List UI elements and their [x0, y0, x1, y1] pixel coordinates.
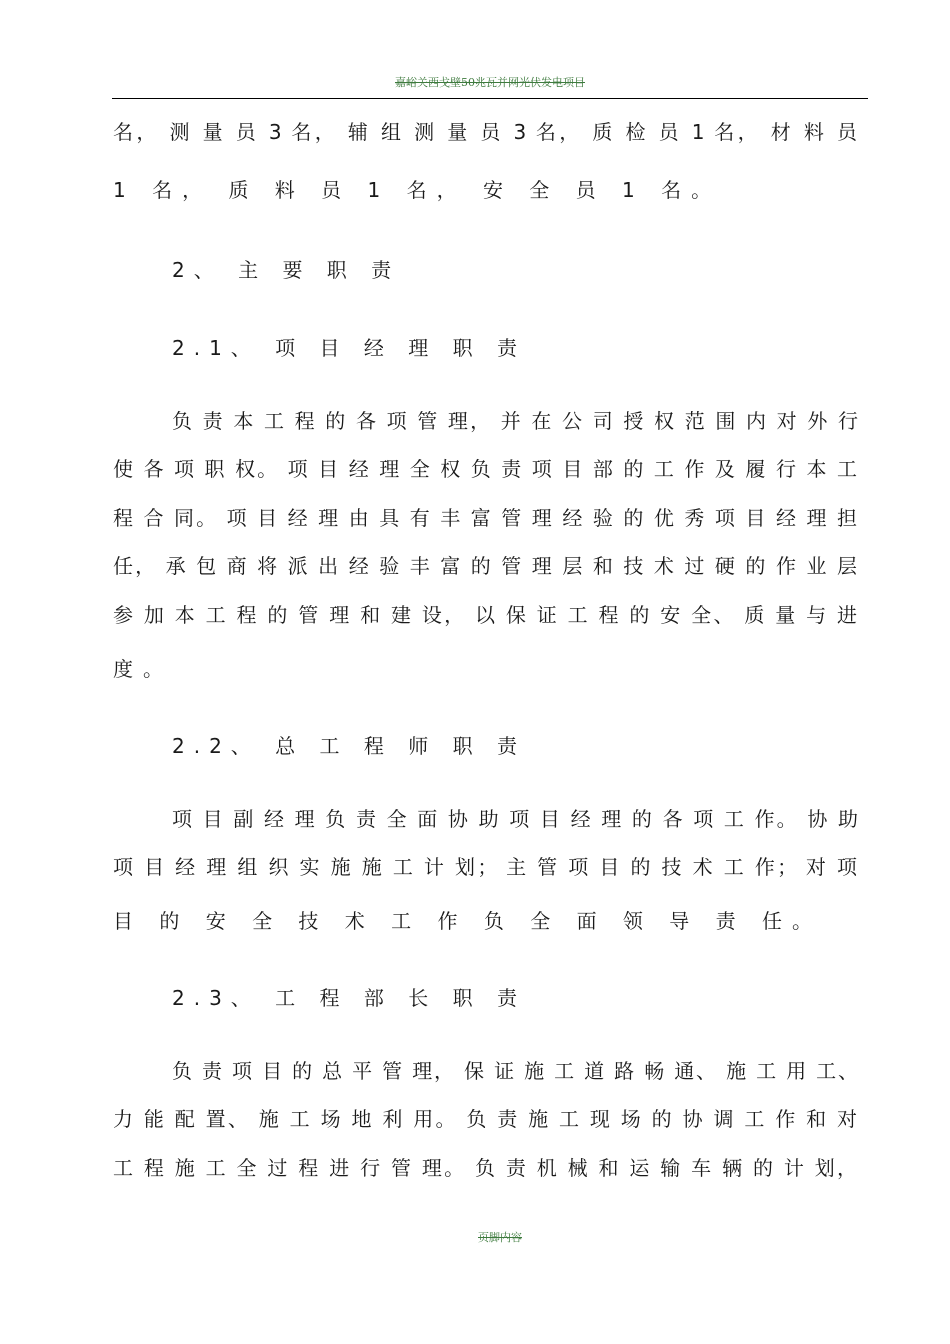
header-rule — [112, 98, 868, 99]
paragraph-2-1-line-6: 度。 — [113, 657, 173, 681]
body-line-2: 1 名， 质 料 员 1 名， 安 全 员 1 名。 — [113, 178, 722, 202]
paragraph-2-2-line-3: 目 的 安 全 技 术 工 作 负 全 面 领 导 责 任。 — [113, 909, 823, 933]
section-heading-2-1: 2.1、 项 目 经 理 职 责 — [172, 336, 526, 360]
paragraph-2-1-line-2: 使 各 项 职 权。 项 目 经 理 全 权 负 责 项 目 部 的 工 作 及 履 行 本 工 — [113, 457, 857, 481]
paragraph-2-2-line-2: 项 目 经 理 组 织 实 施 施 工 计 划； 主 管 项 目 的 技 术 工 作； 对 项 — [113, 855, 857, 879]
body-line-1: 名， 测 量 员 3 名， 辅 组 测 量 员 3 名， 质 检 员 1 名， 材 料 员 — [113, 120, 857, 144]
paragraph-2-1-line-3: 程 合 同。 项 目 经 理 由 具 有 丰 富 管 理 经 验 的 优 秀 项 目 经 理 担 — [113, 506, 857, 530]
section-heading-2-2: 2.2、 总 工 程 师 职 责 — [172, 734, 526, 758]
paragraph-2-3-line-1: 负 责 项 目 的 总 平 管 理， 保 证 施 工 道 路 畅 通、 施 工 用 工、 — [172, 1059, 858, 1083]
paragraph-2-1-line-4: 任， 承 包 商 将 派 出 经 验 丰 富 的 管 理 层 和 技 术 过 硬 的 作 业 层 — [113, 554, 857, 578]
paragraph-2-1-line-5: 参 加 本 工 程 的 管 理 和 建 设， 以 保 证 工 程 的 安 全、 质 量 与 进 — [113, 603, 857, 627]
paragraph-2-3-line-3: 工 程 施 工 全 过 程 进 行 管 理。 负 责 机 械 和 运 输 车 辆 的 计 划， — [113, 1156, 857, 1180]
page-header: 嘉峪关西戈壁50兆瓦并网光伏发电项目 — [395, 76, 585, 89]
page-footer: 页脚内容 — [478, 1231, 522, 1244]
section-heading-2: 2、 主 要 职 责 — [172, 258, 401, 282]
paragraph-2-3-line-2: 力 能 配 置、 施 工 场 地 利 用。 负 责 施 工 现 场 的 协 调 工 作 和 对 — [113, 1107, 857, 1131]
section-heading-2-3: 2.3、 工 程 部 长 职 责 — [172, 986, 526, 1010]
paragraph-2-1-line-1: 负 责 本 工 程 的 各 项 管 理， 并 在 公 司 授 权 范 围 内 对 外 行 — [172, 409, 858, 433]
paragraph-2-2-line-1: 项 目 副 经 理 负 责 全 面 协 助 项 目 经 理 的 各 项 工 作。 协 助 — [172, 807, 858, 831]
